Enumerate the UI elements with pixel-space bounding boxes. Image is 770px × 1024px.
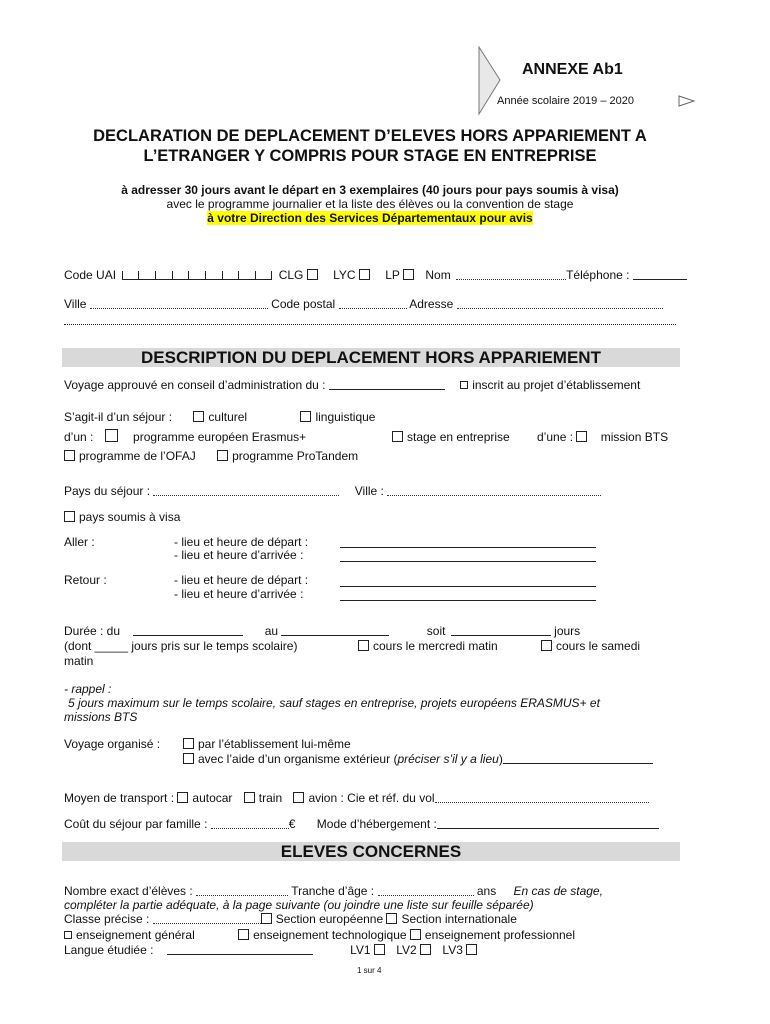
retour-depart-field[interactable] [340, 575, 596, 587]
clg-checkbox[interactable] [307, 269, 318, 280]
visa-label: pays soumis à visa [79, 510, 181, 524]
avec-aide-field[interactable] [503, 752, 653, 764]
enseignement-row [64, 928, 575, 942]
school-row-2 [64, 297, 663, 311]
ens-pro-checkbox[interactable] [410, 929, 421, 940]
section-description-heading: DESCRIPTION DU DEPLACEMENT HORS APPARIEMENT [62, 348, 680, 367]
hebergement-label: Mode d’hébergement : [316, 817, 437, 831]
dont-label: (dont _____ jours pris sur le temps scolaire) [64, 639, 298, 653]
rappel-label: - rappel : [64, 682, 112, 696]
classe-field[interactable] [153, 912, 261, 924]
mission-bts-option [537, 430, 668, 444]
telephone-label: Téléphone : [566, 268, 630, 282]
nombre-row [64, 884, 603, 898]
voyage-approuve-label: Voyage approuvé en conseil d’administration du : [64, 378, 326, 392]
classe-row [64, 912, 517, 926]
mercredi-option [358, 639, 498, 653]
langue-label: Langue étudiée : [64, 943, 154, 957]
school-row-1 [64, 268, 687, 282]
lv2-checkbox[interactable] [420, 944, 431, 955]
ans-label: ans [476, 884, 497, 898]
nom-label: Nom [425, 268, 451, 282]
erasmus-checkbox[interactable] [105, 429, 118, 442]
organise-label: Voyage organisé : [64, 737, 161, 751]
lyc-label: LYC [333, 268, 356, 282]
autocar-label: autocar [192, 791, 233, 805]
linguistique-label: linguistique [315, 410, 376, 424]
rappel-line-2: 5 jours maximum sur le temps scolaire, sauf stages en entreprise, projets européens ERASMUS+ et [68, 696, 600, 710]
samedi-option [541, 639, 640, 653]
avec-aide-checkbox[interactable] [183, 753, 194, 764]
avion-label: avion : Cie et réf. du vol [308, 791, 435, 805]
ofaj-row [64, 449, 358, 463]
page-title [0, 126, 740, 166]
ofaj-label: programme de l’OFAJ [79, 449, 196, 463]
aller-arrivee-field[interactable] [340, 550, 596, 562]
cout-label: Coût du séjour par famille : [64, 817, 208, 831]
title-line-1: DECLARATION DE DEPLACEMENT D’ELEVES HORS APPARIEMENT A [93, 127, 647, 145]
adresse-continuation-line[interactable] [64, 324, 676, 325]
pays-ville-field[interactable] [387, 484, 601, 496]
ville-field[interactable] [90, 297, 268, 309]
avion-checkbox[interactable] [293, 792, 304, 803]
annex-title: ANNEXE Ab1 [522, 61, 623, 78]
uai-label: Code UAI [64, 268, 117, 282]
cout-field[interactable] [211, 817, 289, 829]
langue-row [64, 943, 481, 957]
sec-inter-checkbox[interactable] [386, 913, 397, 924]
ens-tech-checkbox[interactable] [238, 929, 249, 940]
inscrit-checkbox[interactable] [460, 381, 468, 389]
hebergement-field[interactable] [437, 817, 659, 829]
avec-aide-label: avec l’aide d’un organisme extérieur ( [198, 752, 398, 766]
uai-field[interactable] [122, 269, 272, 280]
duree-jours-label: jours [554, 624, 581, 638]
pays-ville-label: Ville : [354, 484, 384, 498]
euro-label: € [288, 817, 296, 831]
sec-euro-label: Section européenne [275, 912, 384, 926]
par-etab-checkbox[interactable] [183, 738, 194, 749]
section-eleves-heading: ELEVES CONCERNES [62, 842, 680, 861]
adresse-label: Adresse [409, 297, 454, 311]
ens-gen-checkbox[interactable] [64, 931, 72, 939]
duree-au-field[interactable] [281, 624, 389, 636]
mission-bts-label: mission BTS [600, 430, 669, 444]
stage-option [392, 430, 510, 444]
mercredi-checkbox[interactable] [358, 640, 369, 651]
duree-du-field[interactable] [133, 624, 243, 636]
telephone-field[interactable] [633, 268, 687, 280]
par-etab-label: par l’établissement lui-même [198, 737, 351, 751]
ens-tech-label: enseignement technologique [253, 928, 407, 942]
voyage-approuve-row [64, 378, 640, 392]
lv1-label: LV1 [350, 943, 371, 957]
protandem-label: programme ProTandem [232, 449, 359, 463]
nombre-field[interactable] [196, 884, 288, 896]
visa-row [64, 510, 180, 524]
nom-field[interactable] [456, 268, 566, 280]
visa-checkbox[interactable] [64, 511, 75, 522]
cout-row [64, 817, 659, 831]
culturel-checkbox[interactable] [193, 411, 204, 422]
transport-row [64, 791, 649, 805]
retour-label: Retour : [64, 573, 107, 587]
retour-depart-label: - lieu et heure de départ : [174, 573, 309, 587]
aller-label: Aller : [64, 535, 95, 549]
lp-label: LP [385, 268, 400, 282]
duree-du-label: Durée : du [64, 624, 121, 638]
dont-row [64, 639, 297, 653]
tranche-label: Tranche d’âge : [291, 884, 375, 898]
small-arrow-icon [678, 95, 696, 107]
aller-arrivee-label: - lieu et heure d’arrivée : [174, 548, 304, 562]
mission-bts-checkbox[interactable] [576, 431, 587, 442]
lv1-checkbox[interactable] [374, 944, 385, 955]
ofaj-checkbox[interactable] [64, 450, 75, 461]
title-line-2: L’ETRANGER Y COMPRIS POUR STAGE EN ENTREPRISE [143, 147, 597, 165]
code-postal-label: Code postal [271, 297, 336, 311]
duree-row [64, 624, 580, 638]
school-year: Année scolaire 2019 – 2020 [497, 95, 634, 107]
train-label: train [258, 791, 283, 805]
aller-depart-label: - lieu et heure de départ : [174, 535, 309, 549]
stage-checkbox[interactable] [392, 431, 403, 442]
ville-label: Ville [64, 297, 87, 311]
duree-soit-label: soit [426, 624, 446, 638]
intro-line-3: à votre Direction des Services Départementaux pour avis [207, 211, 533, 225]
mercredi-label: cours le mercredi matin [373, 639, 498, 653]
retour-arrivee-label: - lieu et heure d’arrivée : [174, 587, 304, 601]
lp-checkbox[interactable] [403, 269, 414, 280]
pays-label: Pays du séjour : [64, 484, 151, 498]
intro-block [0, 183, 740, 225]
transport-label: Moyen de transport : [64, 791, 175, 805]
sejour-type-row [64, 410, 375, 424]
intro-line-2: avec le programme journalier et la liste des élèves ou la convention de stage [166, 197, 574, 211]
sagit-label: S’agit-il d’un séjour : [64, 410, 173, 424]
page-number: 1 sur 4 [357, 966, 382, 975]
lv3-checkbox[interactable] [466, 944, 477, 955]
classe-label: Classe précise : [64, 912, 150, 926]
matin-label: matin [64, 654, 94, 668]
adresse-field[interactable] [457, 297, 663, 309]
samedi-label: cours le samedi [556, 639, 641, 653]
sec-inter-label: Section internationale [401, 912, 517, 926]
lyc-checkbox[interactable] [359, 269, 370, 280]
intro-line-1: à adresser 30 jours avant le départ en 3 exemplaires (40 jours pour pays soumis à visa) [121, 183, 619, 197]
culturel-label: culturel [208, 410, 248, 424]
dune-label: d’une : [537, 430, 574, 444]
train-checkbox[interactable] [244, 792, 255, 803]
rappel-block [64, 682, 600, 724]
protandem-checkbox[interactable] [217, 450, 228, 461]
samedi-checkbox[interactable] [541, 640, 552, 651]
lv3-label: LV3 [442, 943, 463, 957]
preciser-label: préciser s’il y a lieu [397, 752, 499, 766]
retour-arrivee-field[interactable] [340, 589, 596, 601]
programme-row [64, 429, 306, 444]
rappel-line-3: missions BTS [64, 710, 138, 724]
vol-field[interactable] [435, 791, 649, 803]
dun-label: d’un : [64, 430, 94, 444]
completer-note: compléter la partie adéquate, à la page suivante (ou joindre une liste sur feuille séparée) [64, 898, 534, 912]
duree-au-label: au [264, 624, 279, 638]
ens-gen-label: enseignement général [76, 928, 195, 942]
erasmus-label: programme européen Erasmus+ [133, 430, 307, 444]
code-postal-field[interactable] [339, 297, 407, 309]
par-etab-option [183, 737, 351, 751]
pays-field[interactable] [153, 484, 339, 496]
duree-soit-field[interactable] [451, 624, 551, 636]
voyage-approuve-field[interactable] [329, 378, 445, 390]
avec-aide-option: avec l’aide d’un organisme extérieur (préciser s’il y a lieu) [183, 752, 653, 766]
ens-pro-label: enseignement professionnel [424, 928, 576, 942]
tranche-field[interactable] [378, 884, 474, 896]
cas-stage-label: En cas de stage, [513, 884, 603, 898]
clg-label: CLG [278, 268, 304, 282]
inscrit-label: inscrit au projet d’établissement [472, 378, 641, 392]
stage-label: stage en entreprise [407, 430, 510, 444]
pays-row [64, 484, 601, 498]
linguistique-checkbox[interactable] [300, 411, 311, 422]
lv2-label: LV2 [396, 943, 417, 957]
langue-field[interactable] [167, 943, 313, 955]
aller-depart-field[interactable] [340, 536, 596, 548]
sec-euro-checkbox[interactable] [261, 913, 272, 924]
autocar-checkbox[interactable] [177, 792, 188, 803]
nombre-label: Nombre exact d’élèves : [64, 884, 193, 898]
